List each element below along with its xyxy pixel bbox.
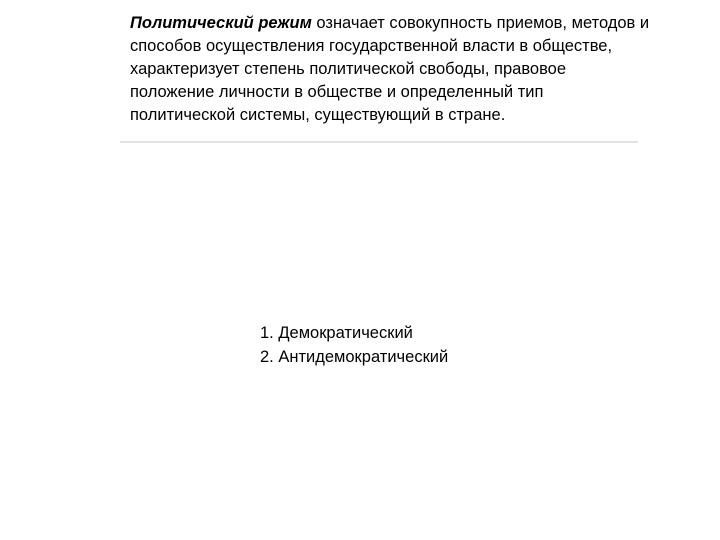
- definition-paragraph: [130, 12, 650, 127]
- regime-types-list: [260, 321, 448, 369]
- list-item: 2. Антидемократический: [260, 348, 449, 366]
- section-divider: [120, 141, 638, 143]
- list-item: 1. Демократический: [260, 324, 413, 342]
- definition-term: Политический режим: [130, 14, 312, 32]
- definition-text: означает совокупность приемов, методов и способов осуществления государственной власти в обществе, характеризует степень политической свободы, правовое положение личности в обществе и определенный тип политической системы, существующий в стране.: [130, 14, 650, 124]
